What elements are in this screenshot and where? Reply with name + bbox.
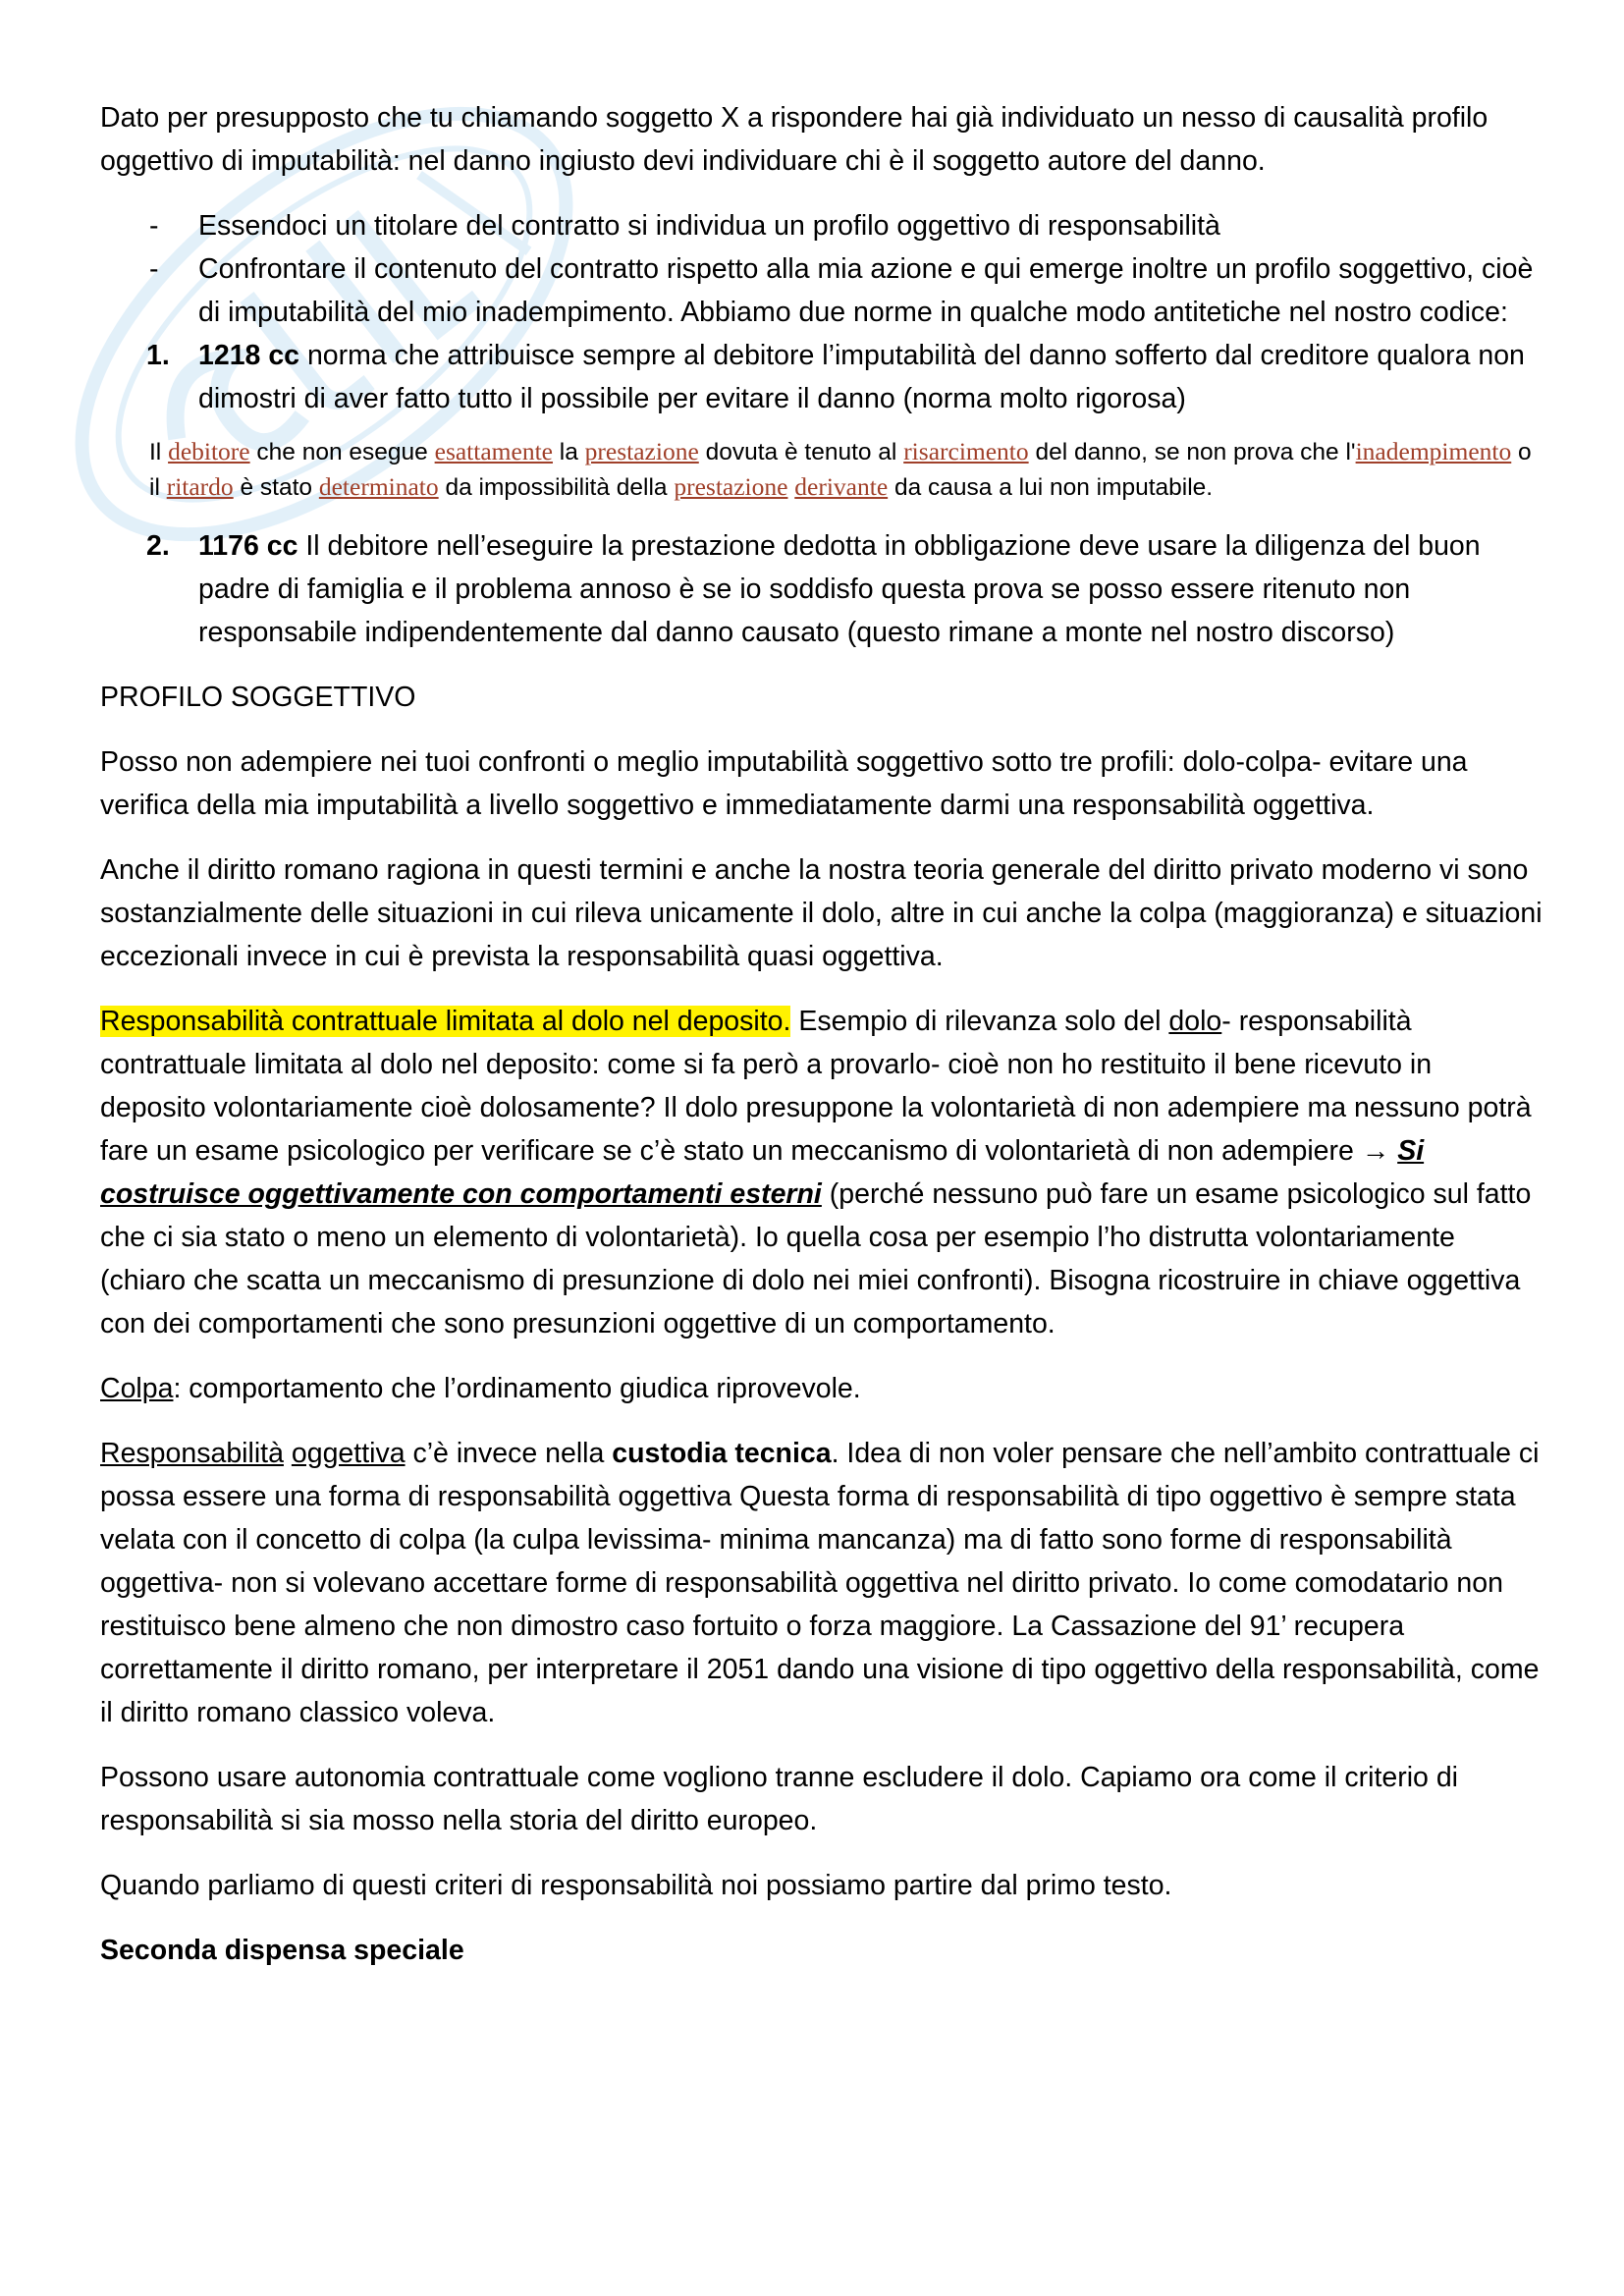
item-text: norma che attribuisce sempre al debitore l’imputabilità del danno sofferto dal creditore qualora non dimostri di aver fatto tutto il possibile per evitare il danno (norma molto rigorosa) xyxy=(198,340,1525,414)
paragraph-possono: Possono usare autonomia contrattuale come vogliono tranne escludere il dolo. Capiamo ora come il criterio di responsabilità si sia mosso nella storia del diritto europeo. xyxy=(100,1762,1459,1836)
glossary-link[interactable]: inadempimento xyxy=(1355,437,1512,465)
glossary-link[interactable]: prestazione xyxy=(584,437,699,465)
quote-text: da impossibilità della xyxy=(438,474,675,501)
bold-term: custodia tecnica xyxy=(612,1438,832,1469)
glossary-link[interactable]: ritardo xyxy=(166,472,234,501)
quote-text: del danno, se non prova che l' xyxy=(1028,439,1356,465)
arrow-icon: → xyxy=(1361,1135,1390,1167)
section-heading-profilo: PROFILO SOGGETTIVO xyxy=(100,682,416,713)
paragraph-dolo xyxy=(100,1000,1543,1345)
quote-text: o il xyxy=(149,439,1532,501)
item-number: 2. xyxy=(146,530,170,562)
intro-paragraph: Dato per presupposto che tu chiamando soggetto X a rispondere hai già individuato un nesso di causalità profilo oggettivo di imputabilità: nel danno ingiusto devi individuare chi è il soggetto autore del danno. xyxy=(100,102,1489,177)
item-text: Il debitore nell’eseguire la prestazione dedotta in obbligazione deve usare la diligenza del buon padre di famiglia e il problema annoso è se io soddisfo questa prova se posso essere ritenuto non responsabile indipendentemente dal danno causato (questo rimane a monte nel nostro discorso) xyxy=(198,530,1481,648)
quote-text: è stato xyxy=(233,474,319,501)
glossary-link[interactable]: derivante xyxy=(794,472,889,501)
paragraph-text: Esempio di rilevanza solo del xyxy=(790,1006,1169,1037)
underlined-term: Responsabilità xyxy=(100,1438,284,1469)
glossary-link[interactable]: debitore xyxy=(168,437,250,465)
paragraph-text: (perché nessuno può fare un esame psicologico sul fatto che ci sia stato o meno un elemento di volontarietà). Io quella cosa per esempio l’ho distrutta volontariamente (chiaro che scatta un meccanismo di presunzione di dolo nei miei confronti). Bisogna ricostruire in chiave oggettiva con dei comportamenti che sono presunzioni oggettive di un comportamento. xyxy=(100,1178,1532,1339)
glossary-link[interactable]: prestazione xyxy=(674,472,788,501)
numbered-item-1218 xyxy=(100,334,1543,420)
item-number: 1. xyxy=(146,340,170,371)
list-item-text: Essendoci un titolare del contratto si individua un profilo oggettivo di responsabilità xyxy=(198,210,1220,242)
article-quote xyxy=(149,434,1543,505)
paragraph-text: c’è invece nella xyxy=(405,1438,613,1469)
underlined-term: oggettiva xyxy=(291,1438,406,1469)
paragraph-anche: Anche il diritto romano ragiona in questi termini e anche la nostra teoria generale del diritto privato moderno vi sono sostanzialmente delle situazioni in cui rileva unicamente il dolo, altre in cui anche la colpa (maggioranza) e situazioni eccezionali invece in cui è prevista la responsabilità quasi oggettiva. xyxy=(100,854,1543,972)
paragraph-text: - responsabilità contrattuale limitata al dolo nel deposito: come si fa però a provarlo- cioè non ho restituito il bene ricevuto in deposito volontariamente cioè dolosamente? Il dolo presuppone la volontarietà di non adempiere ma nessuno potrà fare un esame psicologico per verificare se c’è stato un meccanismo di volontarietà di non adempiere xyxy=(100,1006,1532,1167)
highlighted-text: Responsabilità contrattuale limitata al dolo nel deposito. xyxy=(100,1006,791,1037)
list-item xyxy=(100,204,1543,247)
underlined-term: Colpa xyxy=(100,1373,174,1404)
paragraph-colpa xyxy=(100,1367,1543,1410)
glossary-link[interactable]: determinato xyxy=(318,472,439,501)
list-item-text: Confrontare il contenuto del contratto rispetto alla mia azione e qui emerge inoltre un profilo soggettivo, cioè di imputabilità del mio inadempimento. Abbiamo due norme in qualche modo antitetiche nel nostro codice: xyxy=(198,253,1534,328)
article-label: 1218 cc xyxy=(198,340,300,371)
list-dash: - xyxy=(149,210,159,242)
paragraph-text xyxy=(284,1438,292,1469)
quote-text: la xyxy=(552,439,585,465)
document-page xyxy=(100,96,1543,1994)
quote-text: da causa a lui non imputabile. xyxy=(888,474,1214,501)
paragraph-text: . Idea di non voler pensare che nell’ambito contrattuale ci possa essere una forma di responsabilità oggettiva Questa forma di responsabilità di tipo oggettivo è sempre stata velata con il concetto di colpa (la culpa levissima- minima mancanza) ma di fatto sono forme di responsabilità oggettiva- non si volevano accettare forme di responsabilità oggettiva nel diritto privato. Io come comodatario non restituisco bene almeno che non dimostro caso fortuito o forza maggiore. La Cassazione del 91’ recupera correttamente il diritto romano, per interpretare il 2051 dando una visione di tipo oggettivo della responsabilità, come il diritto romano classico voleva. xyxy=(100,1438,1540,1728)
numbered-item-1176 xyxy=(100,524,1543,654)
glossary-link[interactable]: risarcimento xyxy=(903,437,1029,465)
quote-text: che non esegue xyxy=(249,439,435,465)
list-dash: - xyxy=(149,253,159,285)
underlined-term: dolo xyxy=(1168,1006,1222,1037)
paragraph-quando: Quando parliamo di questi criteri di responsabilità noi possiamo partire dal primo testo. xyxy=(100,1870,1172,1901)
section-heading-seconda xyxy=(100,1929,1543,1972)
paragraph-text: : comportamento che l’ordinamento giudica riprovevole. xyxy=(173,1373,861,1404)
heading-text: Seconda dispensa speciale xyxy=(100,1935,464,1966)
emphasized-text: Si costruisce oggettivamente con comportamenti esterni xyxy=(100,1135,1425,1210)
article-label: 1176 cc xyxy=(198,530,298,562)
quote-text: Il xyxy=(149,439,169,465)
list-item xyxy=(100,247,1543,334)
quote-text: dovuta è tenuto al xyxy=(698,439,904,465)
dash-list xyxy=(100,204,1543,334)
paragraph-posso: Posso non adempiere nei tuoi confronti o meglio imputabilità soggettivo sotto tre profili: dolo-colpa- evitare una verifica della mia imputabilità a livello soggettivo e immediatamente darmi una responsabilità oggettiva. xyxy=(100,746,1468,821)
glossary-link[interactable]: esattamente xyxy=(434,437,553,465)
paragraph-responsabilita xyxy=(100,1432,1543,1734)
